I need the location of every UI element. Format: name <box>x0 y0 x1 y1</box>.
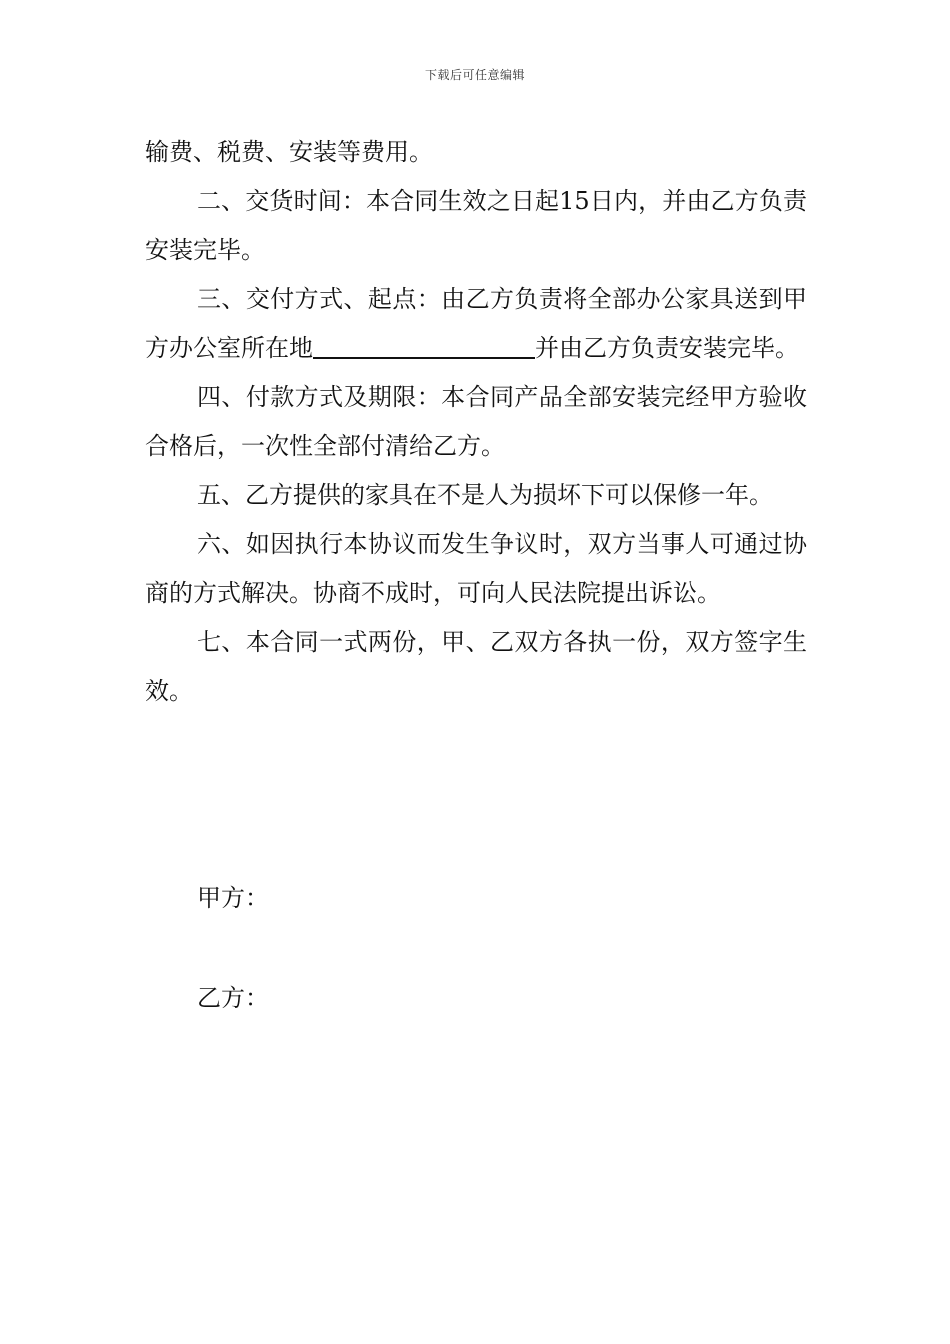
clause-warranty: 五、乙方提供的家具在不是人为损坏下可以保修一年。 <box>197 481 773 509</box>
signature-party-b: 乙方： <box>197 984 269 1012</box>
contract-body <box>145 128 807 716</box>
clause-delivery-method-tail: 并由乙方负责安装完毕。 <box>535 334 799 362</box>
clause-delivery-method-text: 三、交付方式、起点：由乙方负责将全部办公家具送到甲方办公室所在地 <box>145 285 807 362</box>
page-header-note: 下载后可任意编辑 <box>424 68 525 82</box>
clause-delivery-time: 二、交货时间：本合同生效之日起15日内，并由乙方负责安装完毕。 <box>145 187 807 264</box>
clause-delivery-method <box>145 275 807 373</box>
address-blank-line <box>313 335 535 359</box>
clause-copies: 七、本合同一式两份，甲、乙双方各执一份，双方签字生效。 <box>145 628 807 705</box>
clause-dispute: 六、如因执行本协议而发生争议时，双方当事人可通过协商的方式解决。协商不成时，可向人民法院提出诉讼。 <box>145 530 807 607</box>
clause-continuation: 输费、税费、安装等费用。 <box>145 138 433 166</box>
signature-party-a: 甲方： <box>197 884 269 912</box>
clause-payment: 四、付款方式及期限：本合同产品全部安装完经甲方验收合格后，一次性全部付清给乙方。 <box>145 383 807 460</box>
